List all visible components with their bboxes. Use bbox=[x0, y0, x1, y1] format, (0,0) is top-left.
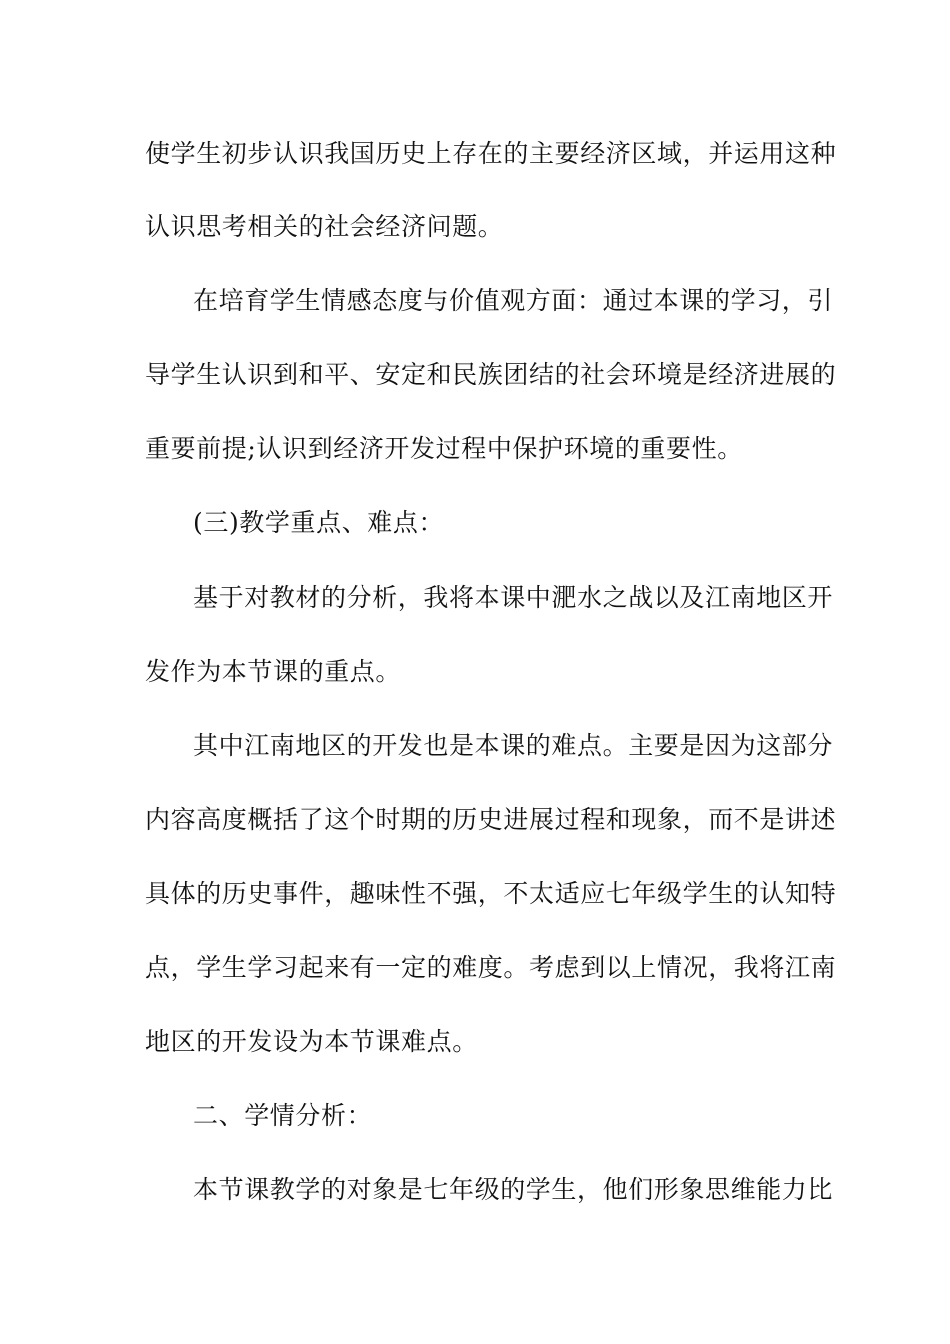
text-line: 重要前提;认识到经济开发过程中保护环境的重要性。 bbox=[145, 434, 743, 463]
section-heading: 二、学情分析： bbox=[193, 1101, 373, 1130]
paragraph-start-line: 基于对教材的分析，我将本课中淝水之战以及江南地区开 bbox=[193, 583, 834, 612]
text-line: 内容高度概括了这个时期的历史进展过程和现象，而不是讲述 bbox=[145, 805, 837, 834]
text-line: 具体的历史事件，趣味性不强，不太适应七年级学生的认知特 bbox=[145, 879, 837, 908]
paragraph-start-line: 其中江南地区的开发也是本课的难点。主要是因为这部分 bbox=[193, 731, 834, 760]
text-line: 发作为本节课的重点。 bbox=[145, 657, 402, 686]
paragraph-start-line: 本节课教学的对象是七年级的学生，他们形象思维能力比 bbox=[193, 1175, 834, 1204]
text-line: 使学生初步认识我国历史上存在的主要经济区域，并运用这种 bbox=[145, 139, 837, 168]
paragraph-start-line: 在培育学生情感态度与价值观方面：通过本课的学习，引 bbox=[193, 286, 834, 315]
text-line: 地区的开发设为本节课难点。 bbox=[145, 1027, 478, 1056]
section-heading: (三)教学重点、难点： bbox=[193, 508, 445, 537]
text-line: 认识思考相关的社会经济问题。 bbox=[145, 212, 504, 241]
text-line: 导学生认识到和平、安定和民族团结的社会环境是经济进展的 bbox=[145, 360, 837, 389]
text-line: 点，学生学习起来有一定的难度。考虑到以上情况，我将江南 bbox=[145, 953, 837, 982]
